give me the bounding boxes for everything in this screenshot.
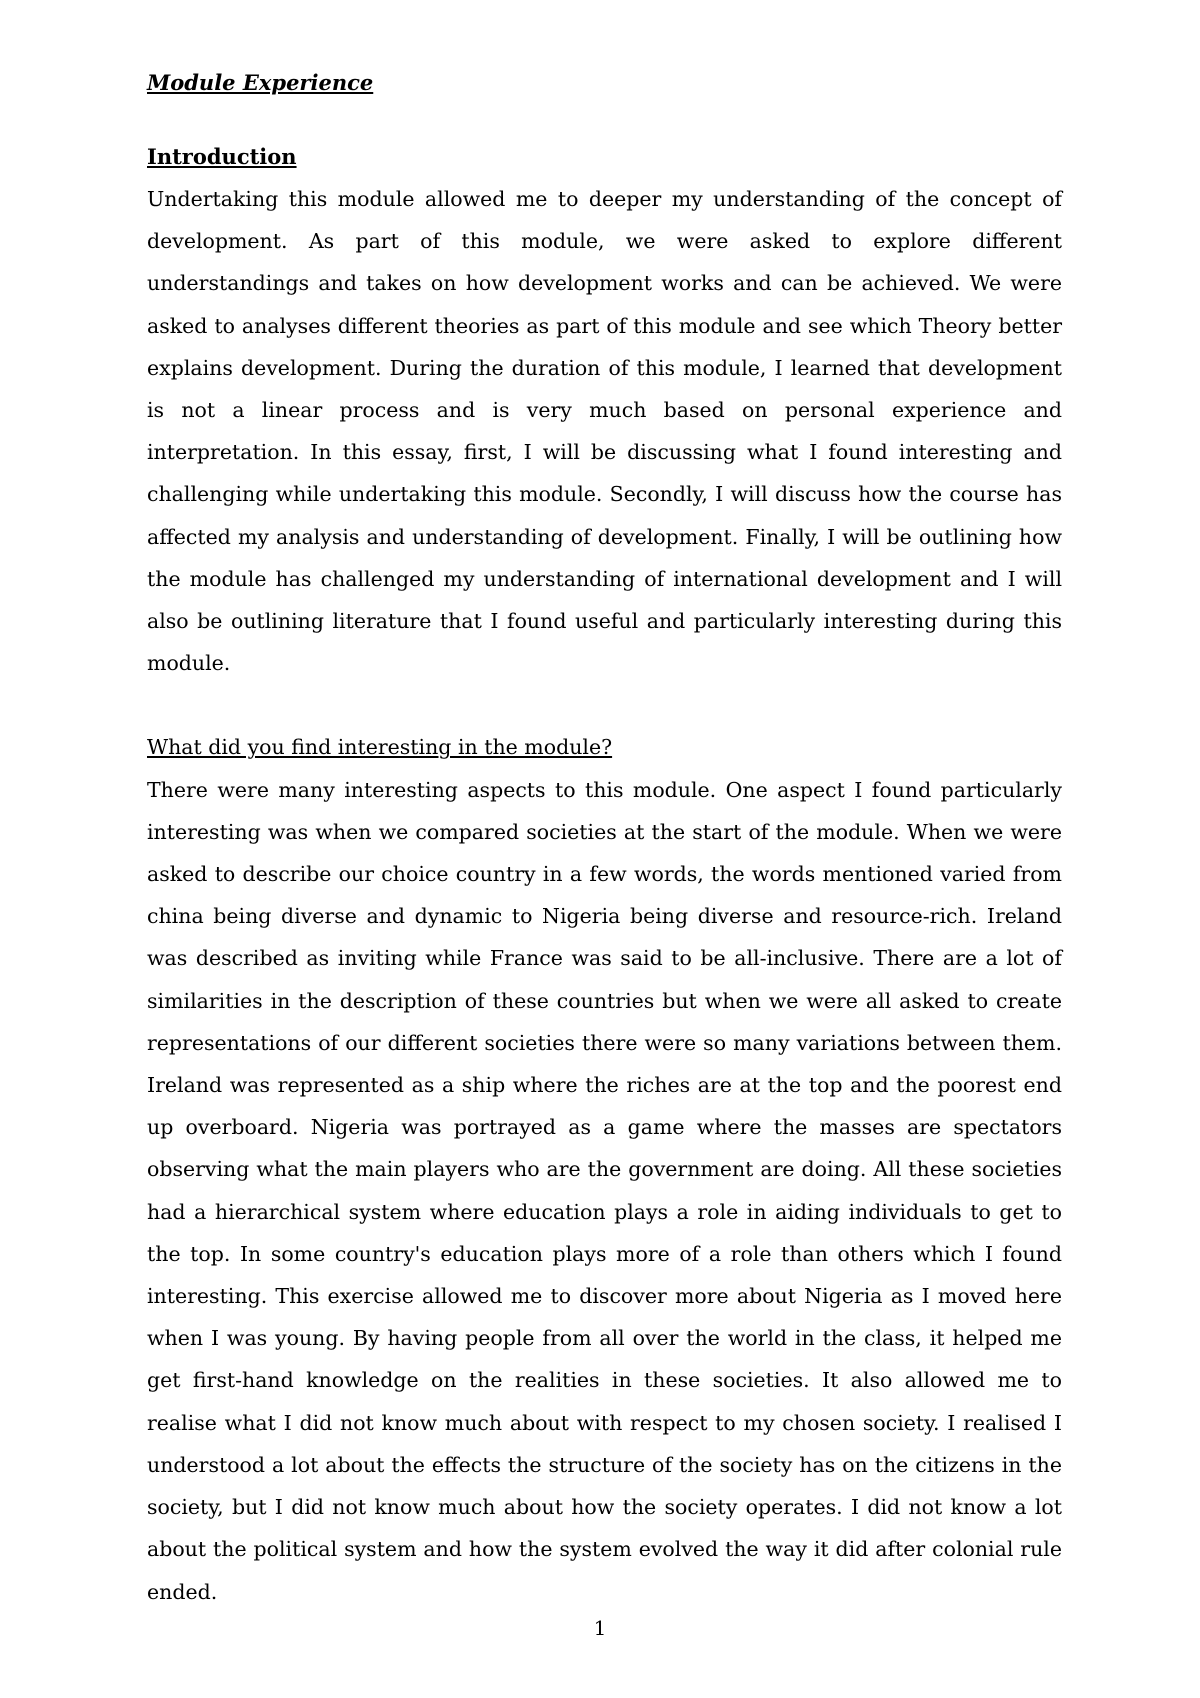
page-number: 1 <box>593 1616 607 1640</box>
introduction-paragraph: Undertaking this module allowed me to deeper my understanding of the concept of development. As part of this module, we were asked to explore different understandings and takes on how development works and can be achieved. We were asked to analyses different theories as part of this module and see which Theory better explains development. During the duration of this module, I learned that development is not a linear process and is very much based on personal experience and interpretation. In this essay, first, I will be discussing what I found interesting and challenging while undertaking this module. Secondly, I will discuss how the course has affected my analysis and understanding of development. Finally, I will be outlining how the module has challenged my understanding of international development and I will also be outlining literature that I found useful and particularly interesting during this module. <box>147 187 1062 676</box>
title-spacer <box>147 104 1062 136</box>
section-heading-introduction: Introduction <box>147 144 297 169</box>
section-heading-interesting: What did you find interesting in the module? <box>147 735 613 760</box>
document-body <box>147 62 1062 1613</box>
interesting-paragraph: There were many interesting aspects to this module. One aspect I found particularly interesting was when we compared societies at the start of the module. When we were asked to describe our choice country in a few words, the words mentioned varied from china being diverse and dynamic to Nigeria being diverse and resource-rich. Ireland was described as inviting while France was said to be all-inclusive. There are a lot of similarities in the description of these countries but when we were all asked to create representations of our different societies there were so many variations between them. Ireland was represented as a ship where the riches are at the top and the poorest end up overboard. Nigeria was portrayed as a game where the masses are spectators observing what the main players who are the government are doing. All these societies had a hierarchical system where education plays a role in aiding individuals to get to the top. In some country's education plays more of a role than others which I found interesting. This exercise allowed me to discover more about Nigeria as I moved here when I was young. By having people from all over the world in the class, it helped me get first-hand knowledge on the realities in these societies. It also allowed me to realise what I did not know much about with respect to my chosen society. I realised I understood a lot about the effects the structure of the society has on the citizens in the society, but I did not know much about how the society operates. I did not know a lot about the political system and how the system evolved the way it did after colonial rule ended. <box>147 777 1062 1604</box>
section-gap <box>147 684 1062 726</box>
document-title: Module Experience <box>147 70 374 95</box>
